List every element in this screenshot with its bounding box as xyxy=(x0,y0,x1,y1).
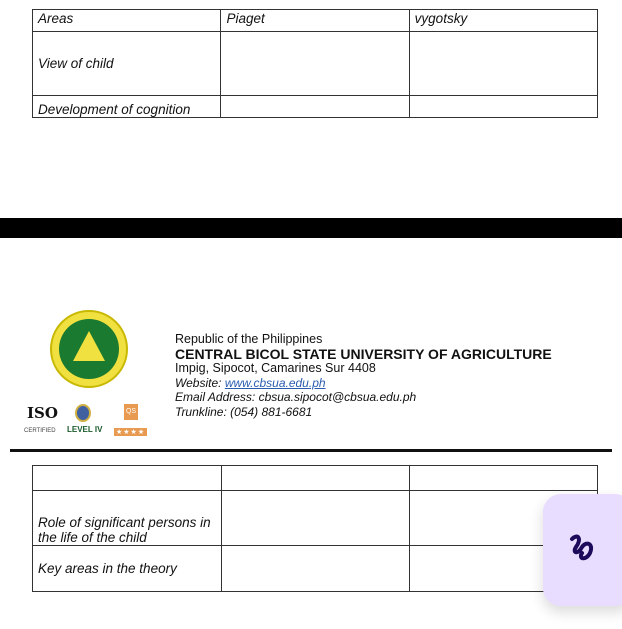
website-label: Website: xyxy=(175,375,225,390)
empty-cell xyxy=(33,466,222,491)
empty-cell xyxy=(221,491,409,546)
empty-cell xyxy=(221,32,409,96)
university-seal-logo xyxy=(50,310,128,388)
table-row xyxy=(33,546,598,592)
header-cell: Piaget xyxy=(221,10,409,32)
comparison-table-top xyxy=(32,9,598,118)
iso-certified-label: CERTIFIED xyxy=(24,428,56,434)
empty-cell xyxy=(409,96,597,118)
table-row xyxy=(33,466,598,491)
empty-cell xyxy=(409,466,597,491)
trunkline: Trunkline: (054) 881-6681 xyxy=(175,404,313,419)
comparison-table-bottom xyxy=(32,465,598,592)
page-separator xyxy=(0,218,622,238)
letterhead-country: Republic of the Philippines xyxy=(175,332,323,346)
header-cell: Areas xyxy=(33,10,221,32)
table-row xyxy=(33,32,598,96)
squiggle-icon xyxy=(568,533,598,567)
letterhead-rule xyxy=(10,449,612,452)
empty-cell xyxy=(221,466,409,491)
floating-assistant-button[interactable] xyxy=(543,494,622,606)
website-link[interactable]: www.cbsua.edu.ph xyxy=(224,375,326,390)
row-label: View of child xyxy=(33,32,221,96)
empty-cell xyxy=(221,96,409,118)
level-label: LEVEL IV xyxy=(67,425,103,434)
table-header-row xyxy=(33,10,598,32)
table-row xyxy=(33,96,598,118)
empty-cell xyxy=(221,546,409,592)
header-cell: vygotsky xyxy=(409,10,597,32)
empty-cell xyxy=(409,32,597,96)
university-name: CENTRAL BICOL STATE UNIVERSITY OF AGRICULTURE xyxy=(175,345,552,362)
row-label: Development of cognition xyxy=(33,96,221,118)
qs-stars: ★★★★ xyxy=(116,429,146,436)
qs-logo: QS xyxy=(124,404,138,420)
row-label: Key areas in the theory xyxy=(33,546,222,592)
letterhead xyxy=(175,332,552,419)
accreditation-seal-icon xyxy=(75,404,91,422)
iso-logo: ISO xyxy=(27,404,58,422)
table-row xyxy=(33,491,598,546)
email-address: Email Address: cbsua.sipocot@cbsua.edu.ph xyxy=(175,390,417,404)
university-address: Impig, Sipocot, Camarines Sur 4408 xyxy=(175,361,376,375)
row-label: Role of significant persons in the life of the child xyxy=(33,491,222,546)
